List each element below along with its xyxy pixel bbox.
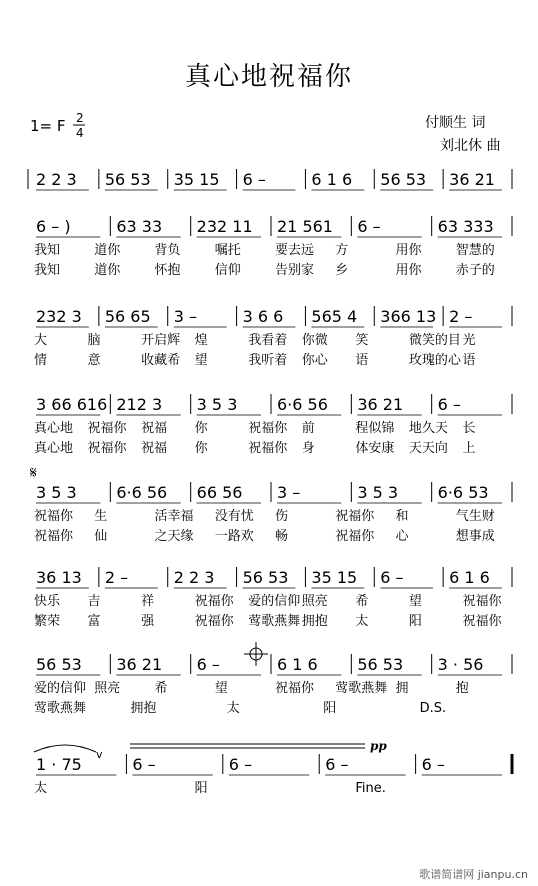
- lyric-text: 祝福你: [34, 509, 74, 524]
- lyric-text: 繁荣: [34, 614, 61, 629]
- lyric-text: 你心: [301, 353, 328, 368]
- measure-notes: 6·6 56: [277, 395, 328, 414]
- lyric-text: 真心地: [34, 441, 74, 456]
- lyric-text: 智慧的: [455, 243, 495, 258]
- lyric-text: Fine.: [355, 781, 386, 796]
- lyric-text: 太: [226, 701, 240, 716]
- lyric-text: 怀抱: [154, 263, 181, 278]
- lyric-text: 道你: [94, 263, 121, 278]
- measure-notes: 36 21: [116, 655, 163, 674]
- lyric-text: 情: [34, 353, 48, 368]
- segno-sign: 𝄋: [30, 463, 37, 482]
- lyric-text: 我看着: [248, 333, 288, 348]
- lyric-text: 要去远: [275, 243, 315, 258]
- lyric-text: 嘱托: [214, 243, 241, 258]
- lyric-text: 照亮: [94, 681, 121, 696]
- measure-notes: 56 53: [104, 170, 151, 189]
- lyric-text: 信仰: [214, 263, 241, 278]
- lyric-text: 大: [34, 333, 48, 348]
- lyric-text: 祝福你: [275, 681, 315, 696]
- measure-notes: 3 · 56: [437, 655, 484, 674]
- lyric-text: 快乐: [34, 594, 61, 609]
- time-sig-top: 2: [76, 111, 84, 125]
- measure-notes: 6·6 56: [116, 483, 168, 502]
- lyric-text: 一路欢: [214, 529, 254, 544]
- lyric-text: 照亮: [301, 594, 328, 609]
- lyric-text: 开启辉: [141, 333, 181, 348]
- lyric-text: 祝福你: [462, 594, 502, 609]
- lyric-text: 上: [462, 441, 476, 456]
- lyric-text: 地久天: [408, 421, 448, 436]
- measure-notes: 2 2 3: [173, 568, 215, 587]
- lyric-text: 程似锦: [355, 421, 395, 436]
- measure-notes: 36 21: [449, 170, 495, 189]
- measure-notes: 2 –: [104, 568, 129, 587]
- lyric-text: 阳: [323, 701, 337, 716]
- lyric-text: 活幸福: [154, 509, 194, 524]
- lyric-text: 莺歌燕舞: [248, 614, 301, 629]
- lyric-text: 爱的信仰: [34, 681, 87, 696]
- measure-notes: 366 13: [380, 307, 437, 326]
- lyric-text: 玫瑰的心: [408, 353, 461, 368]
- lyric-text: 道你: [94, 243, 121, 258]
- measure-notes: 21 561: [277, 217, 333, 236]
- lyric-text: 仙: [94, 529, 108, 544]
- lyric-text: 煌: [194, 333, 208, 348]
- measure-notes: 6 1 6: [449, 568, 490, 587]
- lyric-text: 笑: [355, 333, 369, 348]
- composer-credit: 刘北休 曲: [440, 138, 501, 154]
- lyric-text: 拥抱: [130, 701, 157, 716]
- slur: [34, 745, 96, 752]
- lyric-text: 祝福: [141, 441, 168, 456]
- measure-notes: 2 2 3: [36, 170, 77, 189]
- lyric-text: 祥: [141, 594, 155, 609]
- measure-notes: 56 53: [242, 568, 289, 587]
- lyric-text: 用你: [395, 243, 422, 258]
- lyric-text: 强: [141, 614, 155, 629]
- lyric-text: 莺歌燕舞: [335, 681, 388, 696]
- lyric-text: 你: [194, 441, 208, 456]
- breath-mark: v: [96, 748, 103, 761]
- lyric-text: 阳: [408, 614, 422, 629]
- measure-notes: 212 3: [116, 395, 163, 414]
- lyric-text: 我知: [34, 263, 61, 278]
- lyric-text: 祝福你: [87, 441, 127, 456]
- measure-notes: 35 15: [173, 170, 220, 189]
- lyric-text: 方: [335, 243, 349, 258]
- lyric-text: 脑: [87, 333, 101, 348]
- measure-notes: 565 4: [311, 307, 358, 326]
- lyric-text: 祝福你: [248, 421, 288, 436]
- lyric-text: 用你: [395, 263, 422, 278]
- lyric-text: 拥: [395, 681, 409, 696]
- lyric-text: 语: [355, 353, 369, 368]
- song-title: 真心地祝福你: [184, 62, 353, 92]
- lyric-text: 乡: [335, 263, 349, 278]
- lyric-text: 望: [214, 681, 228, 696]
- lyric-text: 和: [395, 509, 409, 524]
- lyric-text: 没有忧: [214, 509, 254, 524]
- measure-notes: 3 –: [173, 307, 197, 326]
- measure-notes: 3 5 3: [357, 483, 399, 502]
- lyric-text: 希: [154, 681, 168, 696]
- dynamic-mark: pp: [370, 739, 387, 753]
- measure-notes: 6 –: [380, 568, 404, 587]
- lyric-text: 太: [34, 781, 48, 796]
- lyric-text: 身: [301, 441, 315, 456]
- lyric-text: 望: [194, 353, 208, 368]
- lyric-text: 拥抱: [301, 614, 328, 629]
- lyric-text: 祝福你: [34, 529, 74, 544]
- lyric-text: 太: [355, 614, 369, 629]
- lyric-text: 祝福你: [462, 614, 502, 629]
- lyric-text: 气生财: [455, 509, 495, 524]
- lyric-text: 微笑的目: [408, 333, 461, 348]
- measure-notes: 6·6 53: [437, 483, 489, 502]
- lyric-text: 长: [462, 421, 476, 436]
- lyric-text: 祝福: [141, 421, 168, 436]
- measure-notes: 3 6 6: [242, 307, 284, 326]
- measure-notes: 66 56: [196, 483, 243, 502]
- lyric-text: 生: [94, 509, 108, 524]
- measure-notes: 1 · 75: [36, 755, 82, 774]
- watermark: 歌谱简谱网 jianpu.cn: [419, 868, 528, 881]
- lyric-text: 前: [301, 421, 315, 436]
- measure-notes: 56 53: [36, 655, 82, 674]
- measure-notes: 232 11: [196, 217, 253, 236]
- lyric-text: 你: [194, 421, 208, 436]
- measure-notes: 3 5 3: [196, 395, 238, 414]
- lyric-text: 畅: [275, 529, 289, 544]
- measure-notes: 6 –: [242, 170, 266, 189]
- lyric-text: 光: [462, 333, 476, 348]
- lyric-text: 阳: [194, 781, 208, 796]
- lyric-text: 抱: [455, 681, 469, 696]
- measure-notes: 3 5 3: [36, 483, 77, 502]
- measure-notes: 56 53: [380, 170, 427, 189]
- measure-notes: 56 53: [357, 655, 404, 674]
- measure-notes: 36 13: [36, 568, 82, 587]
- measure-notes: 3 –: [277, 483, 301, 502]
- lyric-text: 爱的信仰: [248, 594, 301, 609]
- lyric-text: 收藏希: [141, 353, 181, 368]
- lyric-text: 莺歌燕舞: [34, 701, 87, 716]
- lyric-text: 意: [87, 353, 101, 368]
- lyric-text: 祝福你: [335, 529, 375, 544]
- lyricist-credit: 付顺生 词: [425, 115, 486, 131]
- measure-notes: 6 1 6: [277, 655, 318, 674]
- measure-notes: 6 –: [325, 755, 349, 774]
- measure-notes: 6 1 6: [311, 170, 353, 189]
- measure-notes: 232 3: [36, 307, 82, 326]
- lyric-text: 背负: [154, 243, 181, 258]
- lyric-text: 祝福你: [248, 441, 288, 456]
- measure-notes: 6 –: [357, 217, 381, 236]
- measure-notes: 6 –: [437, 395, 461, 414]
- measure-notes: 3 66 616: [36, 395, 108, 414]
- measure-notes: 2 –: [449, 307, 473, 326]
- lyric-text: 望: [408, 594, 422, 609]
- measure-notes: 63 333: [437, 217, 494, 236]
- lyric-text: 富: [87, 614, 101, 629]
- lyric-text: 心: [395, 529, 409, 544]
- measure-notes: 63 33: [116, 217, 163, 236]
- lyric-text: 祝福你: [194, 614, 234, 629]
- lyric-text: 伤: [275, 509, 289, 524]
- lyric-text: 告别家: [275, 263, 315, 278]
- key-label: 1= F: [30, 117, 66, 135]
- lyric-text: 吉: [87, 594, 101, 609]
- measure-notes: 6 –: [228, 755, 253, 774]
- lyric-text: 祝福你: [87, 421, 127, 436]
- measure-notes: 6 –: [196, 655, 220, 674]
- lyric-text: 语: [462, 353, 476, 368]
- lyric-text: 赤子的: [455, 263, 495, 278]
- measure-notes: 36 21: [357, 395, 404, 414]
- lyric-text: 祝福你: [335, 509, 375, 524]
- measure-notes: 6 –: [132, 755, 156, 774]
- measure-notes: 56 65: [104, 307, 151, 326]
- lyric-text: 真心地: [34, 421, 74, 436]
- lyric-text: 之天缘: [154, 529, 194, 544]
- measure-notes: 6 – ): [36, 217, 71, 236]
- measure-notes: 6 –: [421, 755, 445, 774]
- lyric-text: 希: [355, 594, 369, 609]
- lyric-text: D.S.: [419, 701, 447, 716]
- measure-notes: 35 15: [311, 568, 358, 587]
- lyric-text: 我知: [34, 243, 61, 258]
- lyric-text: 你微: [301, 333, 328, 348]
- lyric-text: 体安康: [355, 441, 395, 456]
- lyric-text: 祝福你: [194, 594, 234, 609]
- lyric-text: 我听着: [248, 353, 288, 368]
- lyric-text: 想事成: [455, 529, 495, 544]
- lyric-text: 天天向: [408, 441, 448, 456]
- time-sig-bottom: 4: [76, 126, 84, 140]
